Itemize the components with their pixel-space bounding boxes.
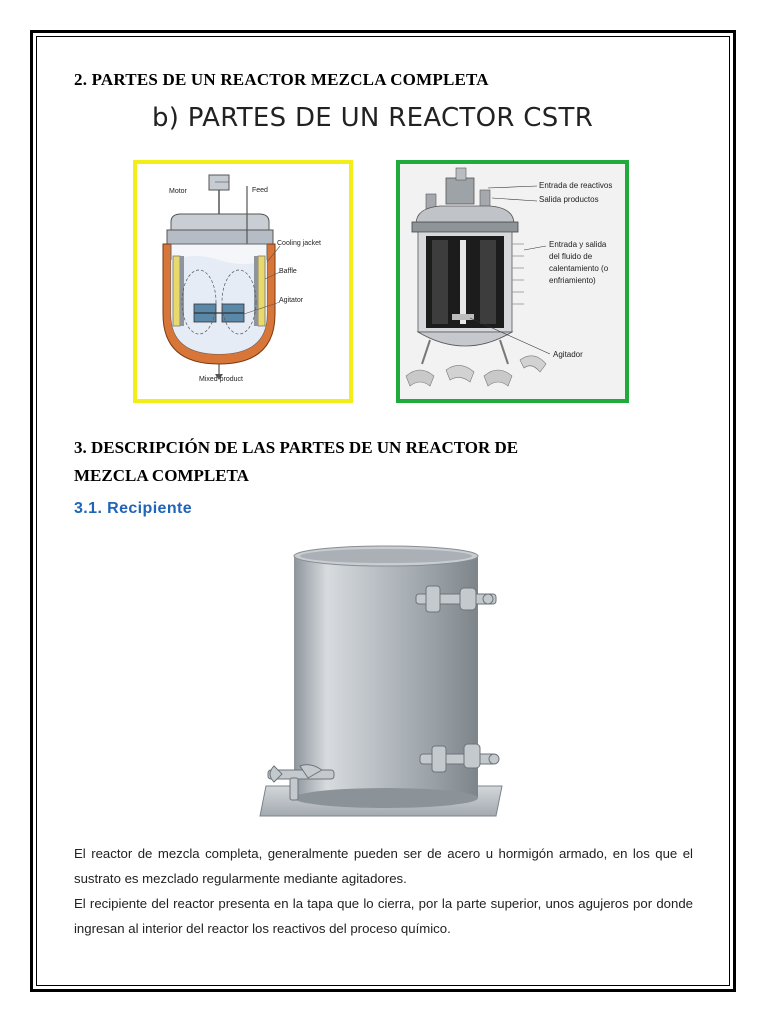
cstr-schematic-diagram [133, 160, 353, 403]
label-cooling-jacket: Cooling jacket [277, 240, 321, 247]
slide-title: b) PARTES DE UN REACTOR CSTR [152, 103, 594, 133]
baffle-left [173, 256, 180, 326]
inner-panel-left [432, 240, 448, 324]
vessel-dome [416, 206, 514, 224]
vessel-flange [412, 222, 518, 232]
liquid-surface [171, 256, 267, 354]
cstr-photo-diagram [396, 160, 629, 403]
recipiente-image [238, 538, 538, 820]
section-3-heading-line2: MEZCLA COMPLETA [74, 466, 249, 485]
inlet-port [480, 190, 490, 208]
agitator-shaft-photo [460, 240, 466, 324]
label-salida-productos: Salida productos [539, 195, 599, 204]
section-2-heading: 2. PARTES DE UN REACTOR MEZCLA COMPLETA [74, 70, 489, 89]
motor-housing [446, 178, 474, 204]
paragraph-2: El recipiente del reactor presenta en la tapa que lo cierra, por la parte superior, unos agujeros por donde ingresan al interior del reactor los reactivos del proceso químico. [74, 896, 693, 936]
cylinder-opening [300, 549, 472, 563]
subsection-title: 3.1. Recipiente [74, 500, 193, 517]
motor-cap [456, 168, 466, 180]
label-baffle: Baffle [279, 268, 297, 275]
label-fluido-line3: calentamiento (o [549, 264, 609, 273]
cstr-schematic-drawing [137, 164, 349, 399]
label-motor: Motor [169, 188, 187, 195]
label-fluido-line4: enfriamiento) [549, 276, 596, 285]
section-3-heading [74, 434, 694, 490]
recipiente-drawing [238, 538, 538, 820]
reactor-lid [171, 214, 269, 230]
label-fluido-line2: del fluido de [549, 252, 593, 261]
motor-shape [209, 175, 229, 190]
label-agitador: Agitador [553, 350, 583, 359]
inner-panel-right [480, 240, 496, 324]
label-fluido-line1: Entrada y salida [549, 240, 607, 249]
paragraph-1: El reactor de mezcla completa, generalmente pueden ser de acero u hormigón armado, en los que el sustrato es mezclado regularmente mediante agitadores. [74, 846, 693, 886]
label-feed: Feed [252, 187, 268, 194]
section-3-heading-line1: 3. DESCRIPCIÓN DE LAS PARTES DE UN REACTOR DE [74, 438, 519, 457]
agitator-blade-photo [452, 314, 474, 320]
reactor-flange [167, 230, 273, 244]
label-entrada-reactivos: Entrada de reactivos [539, 181, 613, 190]
baffle-right-edge [254, 256, 258, 326]
cylinder-bottom [294, 788, 478, 808]
baffle-right [258, 256, 265, 326]
label-agitator: Agitator [279, 297, 304, 304]
label-mixed-product: Mixed product [199, 376, 243, 383]
